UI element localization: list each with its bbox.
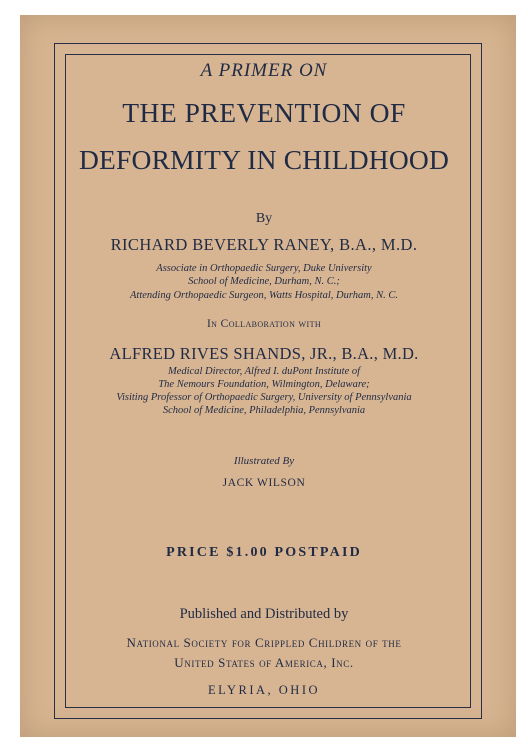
published-by-label: Published and Distributed by bbox=[179, 606, 349, 622]
title-line-1: THE PREVENTION OF bbox=[122, 97, 406, 128]
author-1-affiliation: Associate in Orthopaedic Surgery, Duke University bbox=[156, 263, 372, 274]
price-line: PRICE $1.00 POSTPAID bbox=[166, 545, 362, 560]
illustrator-name: JACK WILSON bbox=[222, 477, 306, 489]
publisher-line-2: United States of America, Inc. bbox=[174, 655, 354, 670]
author-2-affiliation: Medical Director, Alfred I. duPont Institute of bbox=[167, 366, 361, 377]
illustrated-by-label: Illustrated By bbox=[233, 455, 295, 467]
author-2-affiliation: Visiting Professor of Orthopaedic Surgery, University of Pennsylvania bbox=[116, 392, 412, 403]
author-1-affiliation: Attending Orthopaedic Surgeon, Watts Hospital, Durham, N. C. bbox=[130, 290, 398, 301]
primer-heading: A PRIMER ON bbox=[200, 60, 328, 81]
title-line-2: DEFORMITY IN CHILDHOOD bbox=[78, 144, 450, 175]
author-2-affiliation: School of Medicine, Philadelphia, Pennsylvania bbox=[162, 405, 366, 416]
author-1-affiliation: School of Medicine, Durham, N. C.; bbox=[188, 276, 340, 287]
author-1-name: RICHARD BEVERLY RANEY, B.A., M.D. bbox=[110, 235, 418, 254]
publisher-line-1: National Society for Crippled Children of the bbox=[126, 635, 402, 650]
by-label: By bbox=[255, 211, 273, 226]
publisher-city: ELYRIA, OHIO bbox=[207, 683, 321, 697]
author-2-affiliation: The Nemours Foundation, Wilmington, Delaware; bbox=[158, 379, 370, 390]
collaboration-label: In Collaboration with bbox=[206, 318, 322, 330]
author-2-name: ALFRED RIVES SHANDS, JR., B.A., M.D. bbox=[109, 344, 419, 363]
